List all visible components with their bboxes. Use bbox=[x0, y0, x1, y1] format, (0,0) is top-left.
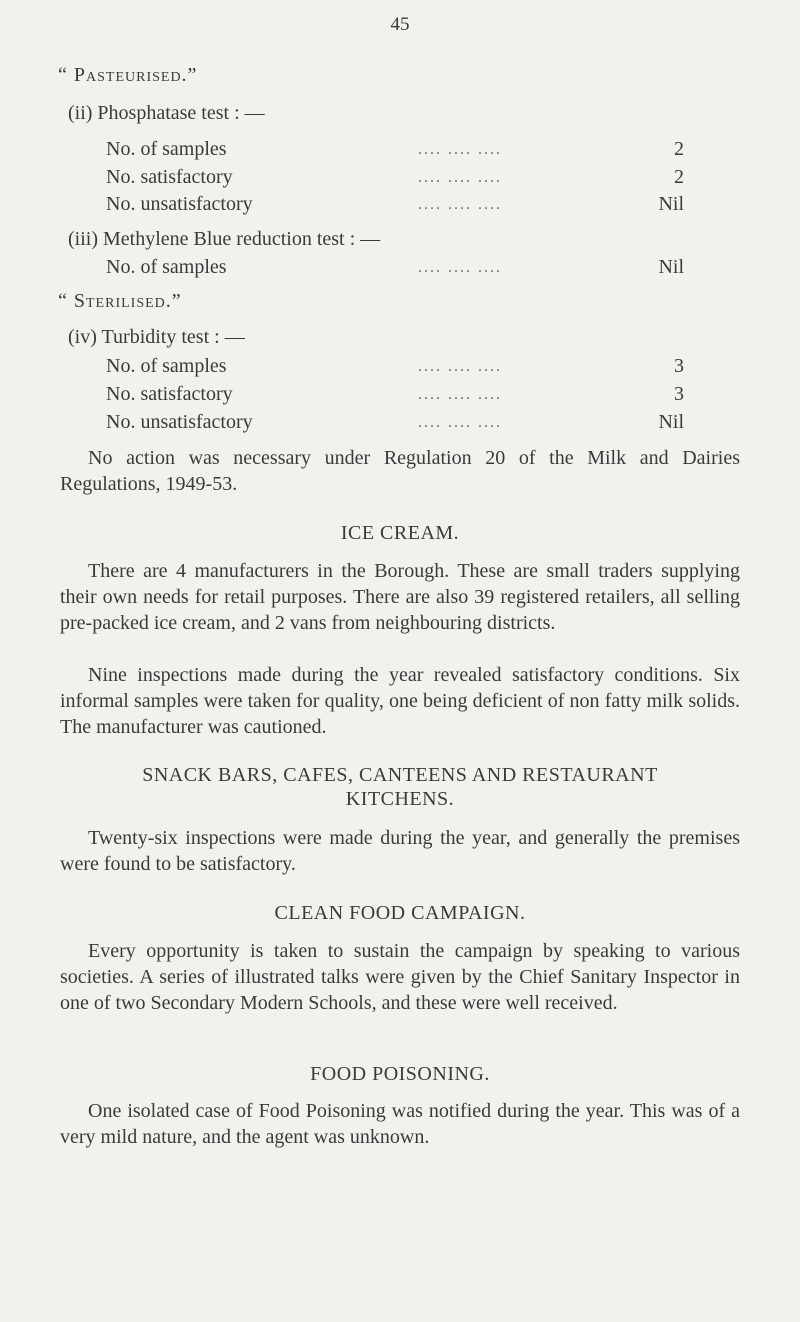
row-label: No. unsatisfactory bbox=[106, 193, 253, 215]
row-dots: .... .... .... bbox=[418, 169, 502, 186]
row-label: No. satisfactory bbox=[106, 166, 233, 188]
snack-bars-heading-line2: KITCHENS. bbox=[345, 788, 455, 810]
row-label: No. satisfactory bbox=[106, 383, 233, 405]
row-value: 3 bbox=[674, 355, 684, 377]
ice-cream-paragraph-1: There are 4 manufacturers in the Borough. These are small traders supplying their own needs for retail purposes. There are also 39 registered retailers, all selling pre-packed ice cream, and 2 vans from neighbouring districts. bbox=[60, 560, 740, 634]
row-dots: .... .... .... bbox=[418, 141, 502, 158]
clean-food-paragraph: Every opportunity is taken to sustain the campaign by speaking to various societies. A series of illustrated talks were given by the Chief Sanitary Inspector in one of two Secondary Modern Schools, and these were well received. bbox=[60, 940, 740, 1014]
row-label: No. of samples bbox=[106, 355, 227, 377]
row-value: 2 bbox=[674, 166, 684, 188]
row-value: 3 bbox=[674, 383, 684, 405]
food-poisoning-heading: FOOD POISONING. bbox=[310, 1063, 490, 1085]
row-dots: .... .... .... bbox=[418, 358, 502, 375]
row-dots: .... .... .... bbox=[418, 259, 502, 276]
turbidity-heading: (iv) Turbidity test : — bbox=[68, 326, 245, 348]
snack-bars-paragraph: Twenty-six inspections were made during the year, and generally the premises were found to be satisfactory. bbox=[60, 827, 740, 875]
section-pasteurised: “ Pasteurised.” bbox=[58, 64, 198, 86]
snack-bars-heading-line1: SNACK BARS, CAFES, CANTEENS AND RESTAURANT bbox=[142, 764, 658, 786]
methylene-heading: (iii) Methylene Blue reduction test : — bbox=[68, 228, 381, 250]
row-value: Nil bbox=[658, 256, 684, 278]
row-value: Nil bbox=[658, 193, 684, 215]
phosphatase-heading: (ii) Phosphatase test : — bbox=[68, 102, 265, 124]
ice-cream-heading: ICE CREAM. bbox=[340, 522, 460, 544]
row-label: No. unsatisfactory bbox=[106, 411, 253, 433]
row-label: No. of samples bbox=[106, 138, 227, 160]
food-poisoning-paragraph: One isolated case of Food Poisoning was notified during the year. This was of a very mild nature, and the agent was unknown. bbox=[60, 1100, 740, 1148]
page-number: 45 bbox=[390, 14, 410, 35]
row-dots: .... .... .... bbox=[418, 414, 502, 431]
regulation-note: No action was necessary under Regulation 20 of the Milk and Dairies Regulations, 1949-53. bbox=[60, 447, 740, 495]
row-label: No. of samples bbox=[106, 256, 227, 278]
ice-cream-paragraph-2: Nine inspections made during the year revealed satisfactory conditions. Six informal samples were taken for quality, one being deficient of non fatty milk solids. The manufacturer was cautioned. bbox=[60, 664, 740, 738]
row-dots: .... .... .... bbox=[418, 196, 502, 213]
clean-food-heading: CLEAN FOOD CAMPAIGN. bbox=[274, 902, 526, 924]
row-value: 2 bbox=[674, 138, 684, 160]
row-dots: .... .... .... bbox=[418, 386, 502, 403]
section-sterilised: “ Sterilised.” bbox=[58, 290, 182, 312]
row-value: Nil bbox=[658, 411, 684, 433]
